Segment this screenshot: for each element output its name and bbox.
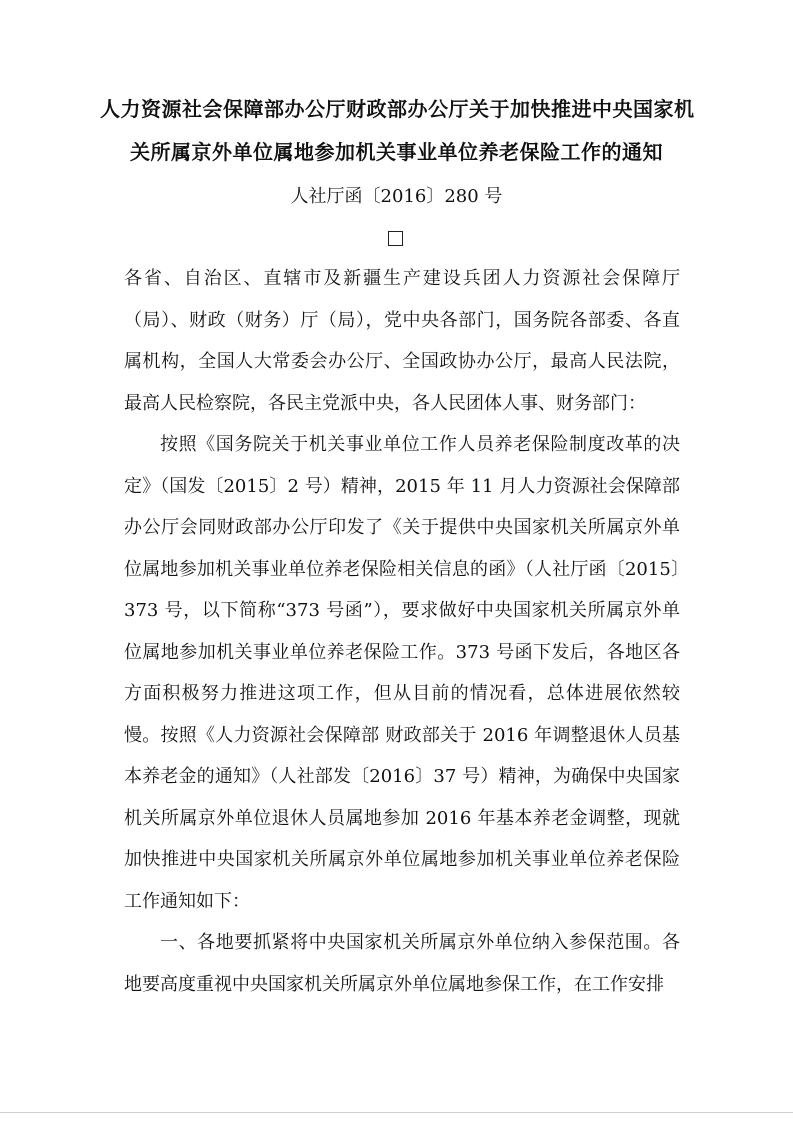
document-number: 人社厅函〔2016〕280 号 xyxy=(290,186,503,207)
body-paragraph-1: 按照《国务院关于机关事业单位工作人员养老保险制度改革的决定》（国发〔2015〕2 号）精神，2015 年 11 月人力资源社会保障部办公厅会同财政部办公厅印发了《关于提供中央国家机关所属京外单位属地参加机关事业单位养老保险相关信息的函》（人社厅函〔2015〕373 号，以下简称“373 号函”），要求做好中央国家机关所属京外单位属地参加机关事业单位养老保险工作。373 号函下发后，各地区各方面积极努力推进这项工作，但从目前的情况看，总体进展依然较慢。按照《人力资源社会保障部 财政部关于 2016 年调整退休人员基本养老金的通知》（人社部发〔2016〕37 号）精神，为确保中央国家机关所属京外单位退休人员属地参加 2016 年基本养老金调整，现就加快推进中央国家机关所属京外单位属地参加机关事业单位养老保险工作通知如下： xyxy=(124,434,680,912)
placeholder-square-icon xyxy=(388,231,403,246)
addressee-paragraph: 各省、自治区、直辖市及新疆生产建设兵团人力资源社会保障厅（局）、财政（财务）厅（局），党中央各部门，国务院各部委、各直属机构，全国人大常委会办公厅、全国政协办公厅，最高人民法院，最高人民检察院，各民主党派中央，各人民团体人事、财务部门： xyxy=(124,268,680,414)
document-body xyxy=(124,258,680,1005)
body-paragraph-2: 一、各地要抓紧将中央国家机关所属京外单位纳入参保范围。各地要高度重视中央国家机关所属京外单位属地参保工作，在工作安排 xyxy=(124,932,680,995)
document-title-line-1: 人力资源社会保障部办公厅财政部办公厅关于加快推进中央国家机 xyxy=(100,97,695,121)
document-title-line-2: 关所属京外单位属地参加机关事业单位养老保险工作的通知 xyxy=(130,140,663,164)
page-bottom-divider xyxy=(0,1112,793,1113)
